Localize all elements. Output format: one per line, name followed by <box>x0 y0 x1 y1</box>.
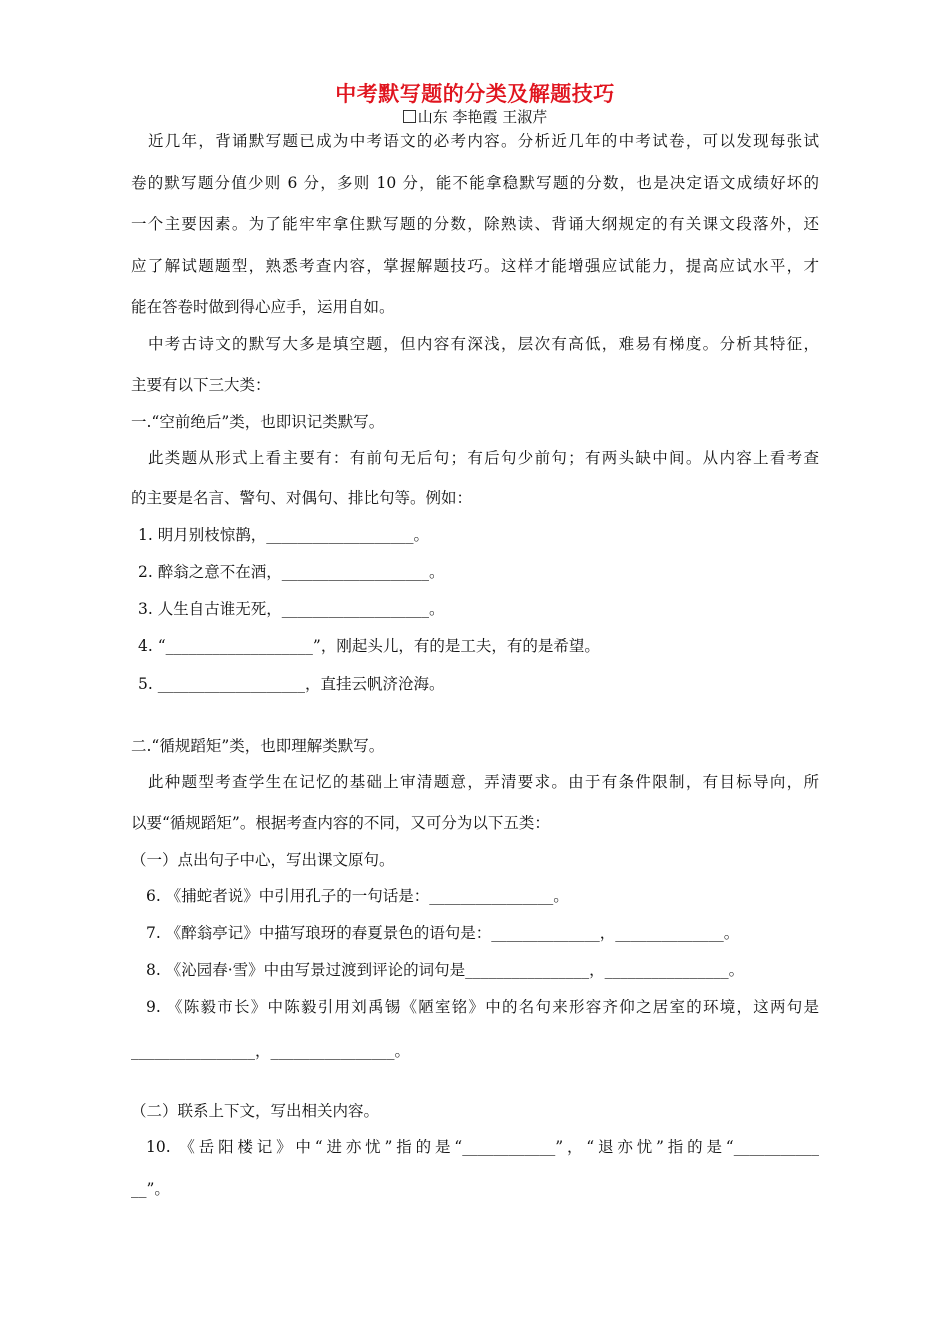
section2-heading: 二.“循规蹈矩”类，也即理解类默写。 <box>131 737 385 755</box>
question-6: 6. 《捕蛇者说》中引用孔子的一句话是：________________。 <box>146 887 569 905</box>
section2-desc-1: 此种题型考查学生在记忆的基础上审清题意，弄清要求。由于有条件限制，有目标导向，所 <box>148 773 819 791</box>
intro-line-5: 能在答卷时做到得心应手，运用自如。 <box>131 298 395 316</box>
question-4: 4. “___________________”，刚起头儿，有的是工夫，有的是希望。 <box>138 637 600 655</box>
subsection-1-heading: （一）点出句子中心，写出课文原句。 <box>131 851 395 869</box>
para2-line-1: 中考古诗文的默写大多是填空题，但内容有深浅，层次有高低，难易有梯度。分析其特征， <box>148 335 819 353</box>
box-icon <box>403 110 416 123</box>
question-10-continued: __”。 <box>131 1180 170 1198</box>
question-9-continued: ________________，________________。 <box>131 1042 411 1060</box>
section1-heading: 一.“空前绝后”类，也即识记类默写。 <box>131 413 385 431</box>
question-7: 7. 《醉翁亭记》中描写琅玡的春夏景色的语句是：______________，______________。 <box>146 924 740 942</box>
intro-line-3: 一个主要因素。为了能牢牢拿住默写题的分数，除熟读、背诵大纲规定的有关课文段落外，还 <box>131 215 819 233</box>
intro-line-2: 卷的默写题分值少则 6 分，多则 10 分，能不能拿稳默写题的分数，也是决定语文成绩好坏的 <box>131 174 819 192</box>
section1-desc-2: 的主要是名言、警句、对偶句、排比句等。例如： <box>131 489 473 507</box>
intro-line-4: 应了解试题题型，熟悉考查内容，掌握解题技巧。这样才能增强应试能力，提高应试水平，才 <box>131 257 819 275</box>
section2-desc-2: 以要“循规蹈矩”。根据考查内容的不同，又可分为以下五类： <box>131 814 550 832</box>
section1-desc-1: 此类题从形式上看主要有：有前句无后句；有后句少前句；有两头缺中间。从内容上看考查 <box>148 449 819 467</box>
author-byline <box>0 106 950 127</box>
question-1: 1. 明月别枝惊鹊，___________________。 <box>138 526 429 544</box>
intro-line-1: 近几年，背诵默写题已成为中考语文的必考内容。分析近几年的中考试卷，可以发现每张试 <box>148 132 819 150</box>
subsection-2-heading: （二）联系上下文，写出相关内容。 <box>131 1102 380 1120</box>
question-8: 8. 《沁园春·雪》中由写景过渡到评论的词句是________________，________________。 <box>146 961 745 979</box>
question-2: 2. 醉翁之意不在酒，___________________。 <box>138 563 445 581</box>
question-10: 10. 《岳阳楼记》中“进亦忧”指的是“____________”，“退亦忧”指的是“___________ <box>146 1138 819 1156</box>
question-9: 9. 《陈毅市长》中陈毅引用刘禹锡《陋室铭》中的名句来形容齐仰之居室的环境，这两句是 <box>146 998 819 1016</box>
question-5: 5. ___________________，直挂云帆济沧海。 <box>138 675 445 693</box>
author-names: 山东 李艳霞 王淑芹 <box>417 108 548 126</box>
para2-line-2: 主要有以下三大类： <box>131 376 271 394</box>
question-3: 3. 人生自古谁无死，___________________。 <box>138 600 445 618</box>
document-title: 中考默写题的分类及解题技巧 <box>335 81 615 106</box>
